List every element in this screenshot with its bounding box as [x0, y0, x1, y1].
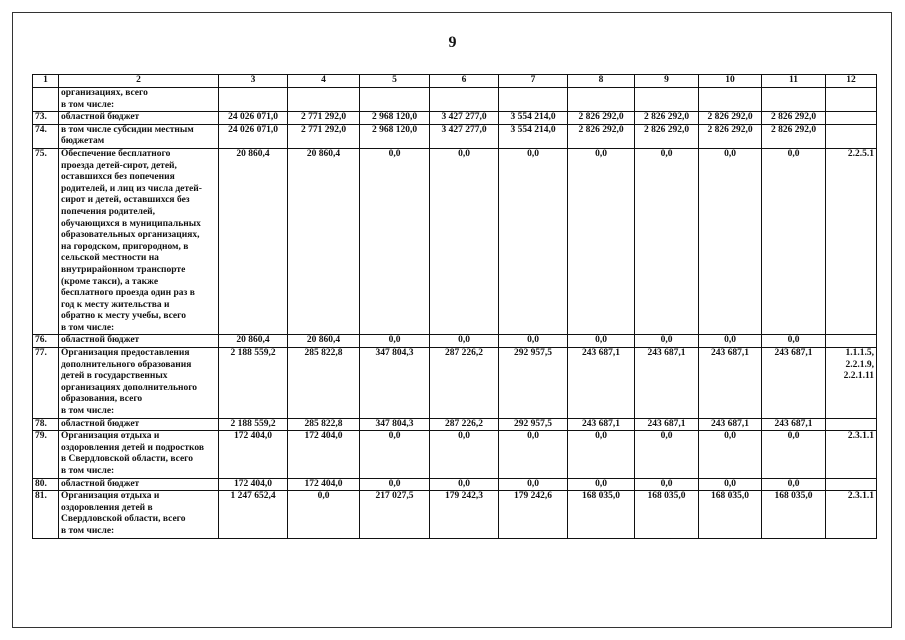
amount-cell	[699, 88, 762, 112]
amount-cell	[635, 88, 699, 112]
amount-cell: 243 687,1	[568, 418, 635, 431]
amount-cell: 24 026 071,0	[219, 124, 288, 148]
amount-cell: 0,0	[635, 335, 699, 348]
amount-cell: 2 188 559,2	[219, 418, 288, 431]
target-reference	[826, 124, 877, 148]
table-row	[33, 88, 877, 112]
table-row	[33, 112, 877, 125]
amount-cell: 347 804,3	[360, 418, 430, 431]
amount-cell	[762, 88, 826, 112]
row-number: 78.	[33, 418, 59, 431]
amount-cell: 0,0	[762, 431, 826, 478]
row-number: 75.	[33, 148, 59, 335]
row-number: 80.	[33, 478, 59, 491]
amount-cell	[430, 88, 499, 112]
amount-cell: 0,0	[499, 148, 568, 335]
row-number: 77.	[33, 348, 59, 419]
column-header-11: 11	[762, 75, 826, 88]
amount-cell: 2 968 120,0	[360, 124, 430, 148]
amount-cell: 0,0	[568, 148, 635, 335]
amount-cell: 0,0	[288, 491, 360, 538]
amount-cell: 243 687,1	[635, 348, 699, 419]
amount-cell: 2 968 120,0	[360, 112, 430, 125]
amount-cell: 168 035,0	[635, 491, 699, 538]
amount-cell: 0,0	[699, 335, 762, 348]
row-title: Организация отдыха и оздоровления детей в Свердловской области, всего в том числе:	[59, 491, 219, 538]
amount-cell: 0,0	[430, 431, 499, 478]
row-title: Обеспечение бесплатного проезда детей-сирот, детей, оставшихся без попечения родителей, и лиц из числа детей- сирот и детей, оставшихся без попечения родителей, обучающихся в муниципальных образовательных организациях, на городском, пригородном, в сельской местности на внутрирайонном транспорте (кроме такси), а также бесплатного проезда один раз в год к месту жительства и обратно к месту учебы, всего в том числе:	[59, 148, 219, 335]
amount-cell: 0,0	[430, 148, 499, 335]
column-header-7: 7	[499, 75, 568, 88]
amount-cell: 20 860,4	[219, 335, 288, 348]
amount-cell: 243 687,1	[635, 418, 699, 431]
amount-cell: 168 035,0	[762, 491, 826, 538]
row-number: 81.	[33, 491, 59, 538]
column-header-10: 10	[699, 75, 762, 88]
amount-cell: 3 554 214,0	[499, 112, 568, 125]
column-header-12: 12	[826, 75, 877, 88]
amount-cell: 0,0	[635, 148, 699, 335]
amount-cell	[568, 88, 635, 112]
amount-cell: 0,0	[430, 335, 499, 348]
amount-cell	[288, 88, 360, 112]
budget-table	[32, 74, 877, 539]
table-row	[33, 491, 877, 538]
amount-cell: 20 860,4	[219, 148, 288, 335]
amount-cell: 0,0	[360, 148, 430, 335]
row-number: 74.	[33, 124, 59, 148]
target-reference: 2.2.5.1	[826, 148, 877, 335]
amount-cell: 2 826 292,0	[762, 124, 826, 148]
amount-cell: 292 957,5	[499, 418, 568, 431]
amount-cell: 0,0	[430, 478, 499, 491]
amount-cell: 0,0	[568, 431, 635, 478]
column-header-5: 5	[360, 75, 430, 88]
row-title: областной бюджет	[59, 112, 219, 125]
target-reference	[826, 335, 877, 348]
amount-cell: 172 404,0	[288, 431, 360, 478]
column-header-4: 4	[288, 75, 360, 88]
table-row	[33, 335, 877, 348]
row-title: в том числе субсидии местным бюджетам	[59, 124, 219, 148]
amount-cell: 3 554 214,0	[499, 124, 568, 148]
amount-cell: 3 427 277,0	[430, 112, 499, 125]
amount-cell: 0,0	[699, 431, 762, 478]
table-row	[33, 478, 877, 491]
amount-cell: 0,0	[762, 478, 826, 491]
amount-cell: 2 826 292,0	[635, 124, 699, 148]
amount-cell: 2 826 292,0	[568, 124, 635, 148]
table-body	[33, 88, 877, 539]
amount-cell: 0,0	[499, 335, 568, 348]
amount-cell: 2 771 292,0	[288, 112, 360, 125]
amount-cell: 287 226,2	[430, 348, 499, 419]
amount-cell: 217 027,5	[360, 491, 430, 538]
amount-cell: 243 687,1	[699, 418, 762, 431]
amount-cell: 172 404,0	[288, 478, 360, 491]
amount-cell: 0,0	[360, 335, 430, 348]
column-header-9: 9	[635, 75, 699, 88]
amount-cell: 2 826 292,0	[699, 112, 762, 125]
target-reference	[826, 112, 877, 125]
row-number: 79.	[33, 431, 59, 478]
amount-cell: 3 427 277,0	[430, 124, 499, 148]
amount-cell: 243 687,1	[762, 348, 826, 419]
column-header-3: 3	[219, 75, 288, 88]
amount-cell: 0,0	[499, 478, 568, 491]
amount-cell: 0,0	[360, 478, 430, 491]
amount-cell: 0,0	[635, 431, 699, 478]
table-row	[33, 431, 877, 478]
row-number: 73.	[33, 112, 59, 125]
column-header-6: 6	[430, 75, 499, 88]
table-row	[33, 148, 877, 335]
target-reference: 2.3.1.1	[826, 491, 877, 538]
amount-cell: 0,0	[699, 148, 762, 335]
table-row	[33, 348, 877, 419]
amount-cell: 285 822,8	[288, 348, 360, 419]
row-title: областной бюджет	[59, 335, 219, 348]
row-number	[33, 88, 59, 112]
row-number: 76.	[33, 335, 59, 348]
target-reference	[826, 478, 877, 491]
amount-cell: 20 860,4	[288, 335, 360, 348]
amount-cell: 0,0	[568, 335, 635, 348]
amount-cell: 2 826 292,0	[762, 112, 826, 125]
amount-cell: 0,0	[635, 478, 699, 491]
row-title: областной бюджет	[59, 418, 219, 431]
amount-cell	[360, 88, 430, 112]
amount-cell	[219, 88, 288, 112]
amount-cell: 172 404,0	[219, 431, 288, 478]
column-header-2: 2	[59, 75, 219, 88]
amount-cell: 0,0	[360, 431, 430, 478]
amount-cell: 179 242,3	[430, 491, 499, 538]
header-row	[33, 75, 877, 88]
amount-cell: 0,0	[499, 431, 568, 478]
amount-cell: 1 247 652,4	[219, 491, 288, 538]
amount-cell: 0,0	[762, 148, 826, 335]
amount-cell: 292 957,5	[499, 348, 568, 419]
amount-cell: 2 826 292,0	[699, 124, 762, 148]
amount-cell: 20 860,4	[288, 148, 360, 335]
amount-cell: 179 242,6	[499, 491, 568, 538]
row-title: областной бюджет	[59, 478, 219, 491]
amount-cell: 2 826 292,0	[568, 112, 635, 125]
row-title: Организация предоставления дополнительного образования детей в государственных организациях дополнительного образования, всего в том числе:	[59, 348, 219, 419]
column-header-1: 1	[33, 75, 59, 88]
row-title: организациях, всего в том числе:	[59, 88, 219, 112]
amount-cell: 172 404,0	[219, 478, 288, 491]
amount-cell: 168 035,0	[699, 491, 762, 538]
amount-cell: 2 826 292,0	[635, 112, 699, 125]
amount-cell: 0,0	[762, 335, 826, 348]
target-reference	[826, 88, 877, 112]
page-number: 9	[448, 34, 457, 51]
amount-cell: 347 804,3	[360, 348, 430, 419]
target-reference: 2.3.1.1	[826, 431, 877, 478]
amount-cell: 0,0	[699, 478, 762, 491]
amount-cell: 2 771 292,0	[288, 124, 360, 148]
target-reference	[826, 418, 877, 431]
table-row	[33, 124, 877, 148]
amount-cell: 0,0	[568, 478, 635, 491]
amount-cell: 243 687,1	[699, 348, 762, 419]
column-header-8: 8	[568, 75, 635, 88]
amount-cell: 243 687,1	[762, 418, 826, 431]
amount-cell: 2 188 559,2	[219, 348, 288, 419]
amount-cell: 168 035,0	[568, 491, 635, 538]
amount-cell: 243 687,1	[568, 348, 635, 419]
table-row	[33, 418, 877, 431]
amount-cell: 24 026 071,0	[219, 112, 288, 125]
row-title: Организация отдыха и оздоровления детей и подростков в Свердловской области, всего в том числе:	[59, 431, 219, 478]
amount-cell	[499, 88, 568, 112]
amount-cell: 287 226,2	[430, 418, 499, 431]
target-reference: 1.1.1.5, 2.2.1.9, 2.2.1.11	[826, 348, 877, 419]
amount-cell: 285 822,8	[288, 418, 360, 431]
